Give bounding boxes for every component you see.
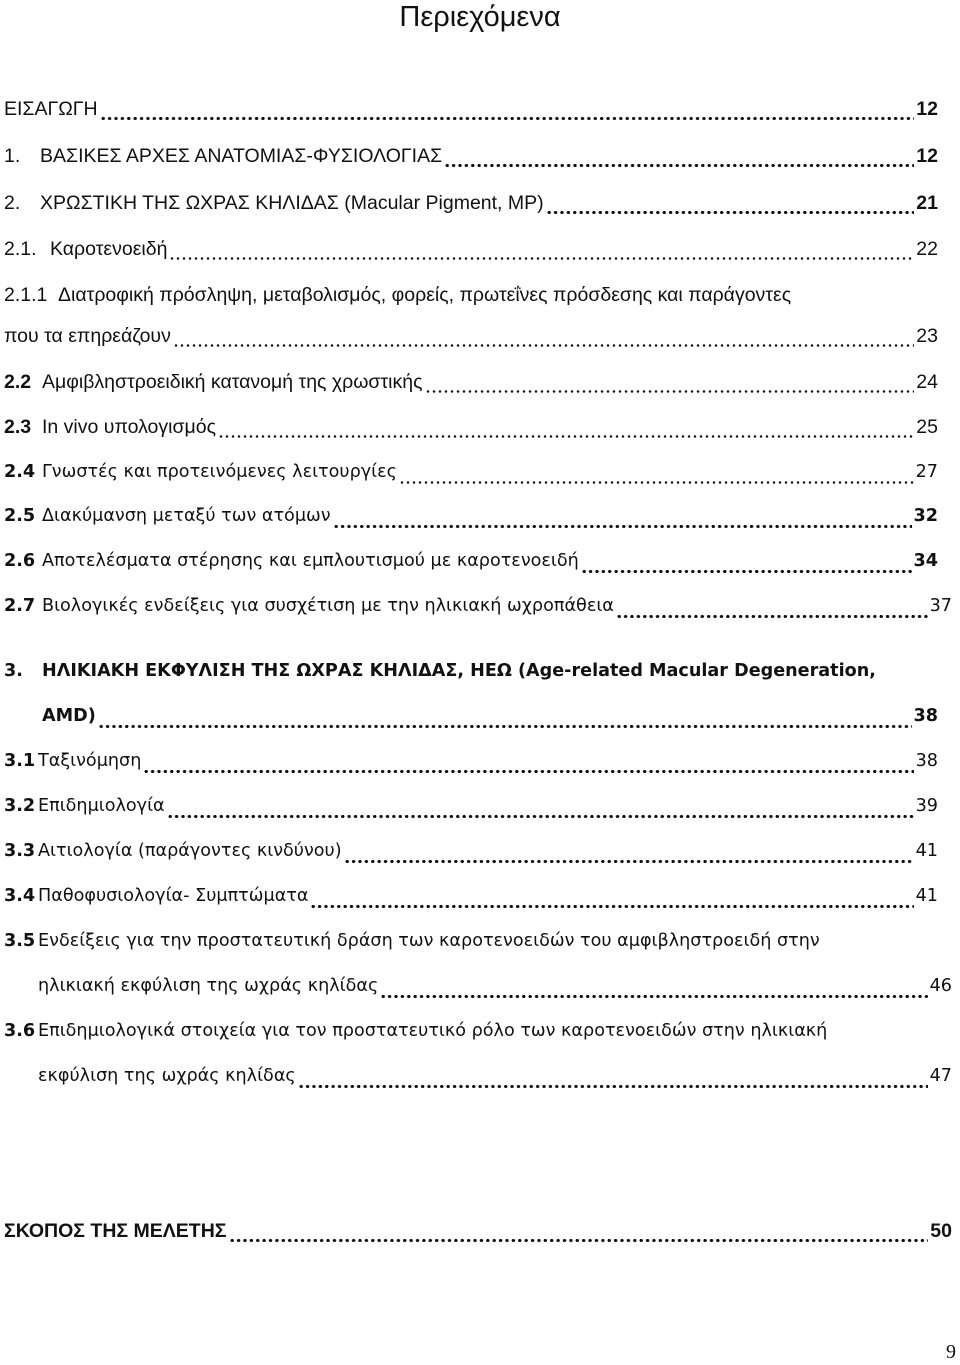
toc-entry-text: Γνωστές και προτεινόμενες λειτουργίες: [42, 462, 397, 482]
toc-page-number: 41: [915, 886, 938, 906]
toc-entry-introduction[interactable]: [4, 98, 938, 128]
toc-entry-text: ΗΛΙΚΙΑΚΗ ΕΚΦΥΛΙΣΗ ΤΗΣ ΩΧΡΑΣ ΚΗΛΙΔΑΣ, ΗΕΩ (Age-related Macular Degeneration,: [42, 661, 876, 681]
dot-leader: [167, 810, 914, 819]
toc-entry-number: 2.7: [4, 596, 36, 616]
toc-entry-text: Παθοφυσιολογία- Συμπτώματα: [38, 886, 309, 906]
toc-page-number: 22: [916, 238, 938, 260]
dot-leader: [310, 900, 913, 909]
toc-entry-text: Καροτενοειδή: [50, 238, 168, 260]
toc-page-number: 12: [916, 145, 938, 167]
dot-leader: [173, 339, 914, 348]
dot-leader: [380, 990, 927, 999]
dot-leader: [425, 385, 915, 394]
toc-entry-number: 2.3: [4, 416, 32, 438]
toc-entry-text-continued: εκφύλιση της ωχράς κηλίδας: [38, 1066, 296, 1086]
toc-entry-number: 3.2: [4, 796, 36, 816]
toc-entry-3-1[interactable]: [4, 751, 938, 781]
toc-entry-text: ΒΑΣΙΚΕΣ ΑΡΧΕΣ ΑΝΑΤΟΜΙΑΣ-ΦΥΣΙΟΛΟΓΙΑΣ: [40, 145, 443, 167]
dot-leader: [616, 610, 928, 619]
toc-entry-text: Βιολογικές ενδείξεις για συσχέτιση με την ηλικιακή ωχροπάθεια: [42, 596, 614, 616]
toc-entry-number: 1.: [4, 145, 21, 167]
toc-entry-2-2[interactable]: [4, 371, 938, 401]
page-title: Περιεχόμενα: [399, 1, 561, 33]
toc-page-number: 24: [916, 371, 938, 393]
toc-entry-text: ΣΚΟΠΟΣ ΤΗΣ ΜΕΛΕΤΗΣ: [4, 1220, 227, 1242]
toc-entry-text-continued: που τα επηρεάζουν: [4, 325, 171, 347]
dot-leader: [581, 565, 912, 574]
toc-entry-2-4[interactable]: [4, 462, 938, 492]
toc-entry-2-3[interactable]: [4, 416, 938, 446]
toc-entry-number: 2.4: [4, 462, 36, 482]
toc-entry-3-5-continued[interactable]: [38, 976, 952, 1006]
toc-entry-3-2[interactable]: [4, 796, 938, 826]
toc-entry-2-6[interactable]: [4, 551, 938, 581]
dot-leader: [399, 476, 914, 485]
toc-entry-text: Ενδείξεις για την προστατευτική δράση των καροτενοειδών του αμφιβληστροειδή στην: [38, 931, 820, 951]
toc-entry-3-continued[interactable]: [42, 706, 938, 736]
toc-entry-number: 2.5: [4, 506, 36, 526]
dot-leader: [546, 206, 915, 215]
toc-page-number: 12: [916, 98, 938, 120]
dot-leader: [98, 720, 912, 729]
toc-entry-text: In vivo υπολογισμός: [42, 416, 216, 438]
toc-page-number: 34: [913, 551, 938, 571]
toc-page-number: 47: [929, 1066, 952, 1086]
dot-leader: [298, 1080, 928, 1089]
toc-entry-number: 3.5: [4, 931, 36, 951]
toc-entry-text: ΧΡΩΣΤΙΚΗ ΤΗΣ ΩΧΡΑΣ ΚΗΛΙΔΑΣ (Macular Pigment, MP): [40, 192, 544, 214]
dot-leader: [218, 430, 914, 439]
dot-leader: [344, 855, 914, 864]
toc-entry-text: Αποτελέσματα στέρησης και εμπλουτισμού με καροτενοειδή: [42, 551, 579, 571]
toc-entry-text: Διακύμανση μεταξύ των ατόμων: [42, 506, 331, 526]
toc-page-number: 38: [913, 706, 938, 726]
toc-entry-text: ΕΙΣΑΓΩΓΗ: [4, 98, 98, 120]
toc-entry-text: Επιδημιολογία: [38, 796, 165, 816]
toc-entry-text: Διατροφική πρόσληψη, μεταβολισμός, φορείς, πρωτεΐνες πρόσδεσης και παράγοντες: [58, 284, 792, 306]
toc-page-number: 41: [915, 841, 938, 861]
toc-entry-1[interactable]: [4, 145, 938, 175]
toc-entry-2-1[interactable]: [4, 238, 938, 268]
toc-entry-number: 2.6: [4, 551, 36, 571]
dot-leader: [143, 765, 913, 774]
toc-entry-number: 2.2: [4, 371, 32, 393]
dot-leader: [100, 112, 915, 121]
page-footer-number: 9: [946, 1341, 956, 1363]
toc-page-number: 50: [930, 1220, 952, 1242]
toc-page-number: 23: [916, 325, 938, 347]
toc-entry-3-3[interactable]: [4, 841, 938, 871]
toc-entry-number: 3.: [4, 661, 23, 681]
toc-entry-3-4[interactable]: [4, 886, 938, 916]
toc-page-number: 39: [915, 796, 938, 816]
dot-leader: [444, 159, 914, 168]
toc-entry-aim[interactable]: [4, 1220, 952, 1250]
toc-entry-3[interactable]: [4, 661, 952, 691]
toc-entry-text: Επιδημιολογικά στοιχεία για τον προστατευτικό ρόλο των καροτενοειδών στην ηλικιακή: [38, 1021, 828, 1041]
toc-entry-number: 3.6: [4, 1021, 36, 1041]
toc-entry-number: 2.1.: [4, 238, 37, 260]
toc-page-number: 37: [929, 596, 952, 616]
toc-entry-text-continued: ηλικιακή εκφύλιση της ωχράς κηλίδας: [38, 976, 379, 996]
toc-entry-number: 3.4: [4, 886, 36, 906]
toc-page-number: 27: [915, 462, 938, 482]
dot-leader: [333, 520, 912, 529]
toc-entry-2-1-1[interactable]: [4, 284, 938, 314]
toc-entry-number: 3.1: [4, 751, 36, 771]
toc-page-number: 38: [915, 751, 938, 771]
toc-entry-number: 2.1.1: [4, 284, 48, 306]
toc-entry-2-7[interactable]: [4, 596, 952, 626]
toc-entry-text-continued: AMD): [42, 706, 96, 726]
toc-entry-text: Ταξινόμηση: [38, 751, 142, 771]
toc-entry-number: 2.: [4, 192, 21, 214]
toc-entry-2[interactable]: [4, 192, 938, 222]
toc-entry-text: Αιτιολογία (παράγοντες κινδύνου): [38, 841, 342, 861]
toc-page-number: 25: [916, 416, 938, 438]
toc-entry-3-6[interactable]: [4, 1021, 952, 1051]
toc-entry-3-6-continued[interactable]: [38, 1066, 952, 1096]
toc-entry-3-5[interactable]: [4, 931, 952, 961]
toc-entry-number: 3.3: [4, 841, 36, 861]
toc-entry-text: Αμφιβληστροειδική κατανομή της χρωστικής: [42, 371, 423, 393]
toc-page-number: 32: [913, 506, 938, 526]
dot-leader: [169, 252, 914, 261]
dot-leader: [229, 1234, 929, 1243]
toc-page-number: 46: [929, 976, 952, 996]
toc-page-number: 21: [916, 192, 938, 214]
toc-entry-2-1-1-continued[interactable]: [4, 325, 938, 355]
toc-entry-2-5[interactable]: [4, 506, 938, 536]
